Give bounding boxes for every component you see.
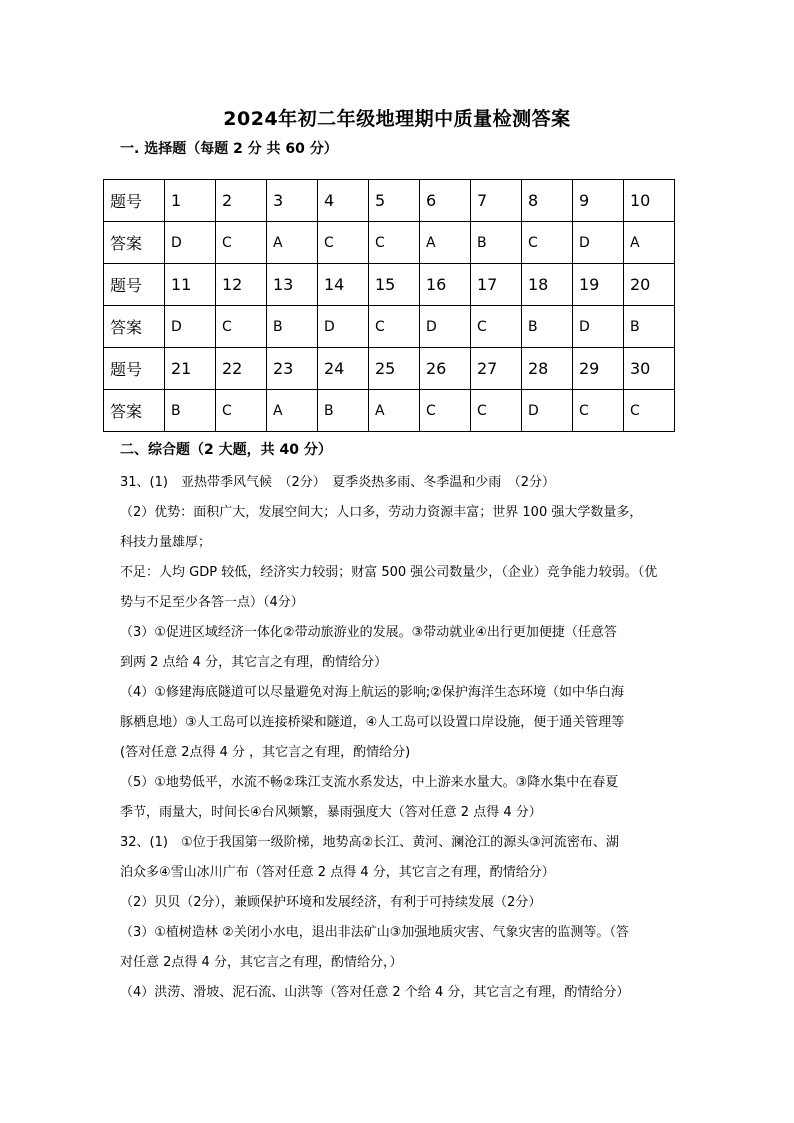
question-number-cell: 23 — [267, 348, 318, 390]
question-number-cell: 17 — [471, 264, 522, 306]
row-label: 题号 — [104, 264, 165, 306]
question-number-cell: 29 — [573, 348, 624, 390]
answer-line: 科技力量雄厚； — [120, 535, 212, 550]
row-label: 题号 — [104, 348, 165, 390]
answer-cell: A — [420, 222, 471, 264]
question-number-cell: 22 — [216, 348, 267, 390]
question-number-cell: 28 — [522, 348, 573, 390]
answer-cell: C — [369, 306, 420, 348]
answer-line: 季节，雨量大，时间长④台风频繁，暴雨强度大（答对任意 2 点得 4 分） — [120, 805, 542, 820]
question-number-cell: 16 — [420, 264, 471, 306]
answer-cell: C — [522, 222, 573, 264]
section-heading-choice: 一. 选择题（每题 2 分 共 60 分） — [120, 141, 338, 157]
answer-cell: B — [165, 390, 216, 432]
table-row — [104, 306, 675, 348]
question-number-cell: 12 — [216, 264, 267, 306]
answer-cell: D — [165, 222, 216, 264]
question-number-cell: 10 — [624, 180, 675, 222]
answer-content — [120, 468, 680, 1008]
answer-cell: C — [216, 222, 267, 264]
question-number-cell: 21 — [165, 348, 216, 390]
question-number-cell: 20 — [624, 264, 675, 306]
answer-line: （4）洪涝、滑坡、泥石流、山洪等（答对任意 2 个给 4 分，其它言之有理，酌情给分） — [120, 985, 630, 1000]
answer-table — [103, 179, 675, 432]
answer-cell: B — [267, 306, 318, 348]
answer-line: 31、(1) 亚热带季风气候 （2分） 夏季炎热多雨、冬季温和少雨 （2分） — [120, 475, 555, 490]
answer-cell: C — [318, 222, 369, 264]
row-label: 题号 — [104, 180, 165, 222]
answer-cell: B — [471, 222, 522, 264]
answer-cell: A — [267, 222, 318, 264]
answer-cell: C — [624, 390, 675, 432]
question-number-cell: 24 — [318, 348, 369, 390]
answer-line: 到两 2 点给 4 分，其它言之有理，酌情给分） — [120, 655, 388, 670]
answer-cell: C — [471, 306, 522, 348]
answer-line: （2）优势：面积广大，发展空间大；人口多，劳动力资源丰富；世界 100 强大学数量多， — [120, 505, 643, 520]
question-number-cell: 4 — [318, 180, 369, 222]
answer-cell: C — [216, 390, 267, 432]
table-row — [104, 264, 675, 306]
row-label: 答案 — [104, 222, 165, 264]
answer-cell: C — [573, 390, 624, 432]
section-heading-comprehensive: 二、综合题（2 大题，共 40 分） — [120, 442, 332, 458]
answer-line: （4）①修建海底隧道可以尽量避免对海上航运的影响;②保护海洋生态环境（如中华白海 — [120, 685, 624, 700]
question-number-cell: 2 — [216, 180, 267, 222]
answer-cell: D — [420, 306, 471, 348]
question-number-cell: 11 — [165, 264, 216, 306]
question-number-cell: 14 — [318, 264, 369, 306]
question-number-cell: 7 — [471, 180, 522, 222]
answer-cell: C — [420, 390, 471, 432]
question-number-cell: 25 — [369, 348, 420, 390]
answer-line: （3）①植树造林 ②关闭小水电，退出非法矿山③加强地质灾害、气象灾害的监测等。（答 — [120, 925, 629, 940]
table-row — [104, 348, 675, 390]
answer-cell: D — [573, 222, 624, 264]
answer-line: （3）①促进区域经济一体化②带动旅游业的发展。③带动就业④出行更加便捷（任意答 — [120, 625, 617, 640]
table-row — [104, 222, 675, 264]
question-number-cell: 18 — [522, 264, 573, 306]
answer-cell: C — [369, 222, 420, 264]
question-number-cell: 26 — [420, 348, 471, 390]
question-number-cell: 6 — [420, 180, 471, 222]
answer-line: 豚栖息地）③人工岛可以连接桥梁和隧道，④人工岛可以设置口岸设施，便于通关管理等 — [120, 715, 625, 730]
answer-line: 不足：人均 GDP 较低，经济实力较弱；财富 500 强公司数量少，（企业）竞争能力较弱。（优 — [120, 565, 658, 580]
row-label: 答案 — [104, 390, 165, 432]
answer-line: （2）贝贝（2分），兼顾保护环境和发展经济，有利于可持续发展（2分） — [120, 895, 542, 910]
answer-cell: B — [318, 390, 369, 432]
answer-line: （5）①地势低平，水流不畅②珠江支流水系发达，中上游来水量大。③降水集中在春夏 — [120, 775, 619, 790]
question-number-cell: 30 — [624, 348, 675, 390]
answer-cell: A — [369, 390, 420, 432]
answer-cell: C — [216, 306, 267, 348]
table-row — [104, 180, 675, 222]
answer-cell: B — [624, 306, 675, 348]
question-number-cell: 1 — [165, 180, 216, 222]
page-title: 2024年初二年级地理期中质量检测答案 — [223, 108, 571, 130]
answer-cell: A — [267, 390, 318, 432]
answer-line: 对任意 2点得 4 分，其它言之有理，酌情给分，） — [120, 955, 403, 970]
answer-cell: D — [318, 306, 369, 348]
answer-cell: D — [573, 306, 624, 348]
answer-line: 32、(1) ①位于我国第一级阶梯，地势高②长江、黄河、澜沧江的源头③河流密布、湖 — [120, 835, 619, 850]
answer-cell: A — [624, 222, 675, 264]
question-number-cell: 27 — [471, 348, 522, 390]
question-number-cell: 19 — [573, 264, 624, 306]
question-number-cell: 15 — [369, 264, 420, 306]
answer-cell: D — [522, 390, 573, 432]
answer-line: 泊众多④雪山冰川广布（答对任意 2 点得 4 分，其它言之有理，酌情给分） — [120, 865, 555, 880]
table-row — [104, 390, 675, 432]
answer-cell: C — [471, 390, 522, 432]
answer-line: (答对任意 2点得 4 分 ，其它言之有理，酌情给分) — [120, 745, 411, 760]
answer-cell: B — [522, 306, 573, 348]
question-number-cell: 3 — [267, 180, 318, 222]
answer-line: 势与不足至少各答一点）（4分） — [120, 595, 304, 610]
question-number-cell: 8 — [522, 180, 573, 222]
answer-cell: D — [165, 306, 216, 348]
question-number-cell: 5 — [369, 180, 420, 222]
question-number-cell: 13 — [267, 264, 318, 306]
question-number-cell: 9 — [573, 180, 624, 222]
row-label: 答案 — [104, 306, 165, 348]
